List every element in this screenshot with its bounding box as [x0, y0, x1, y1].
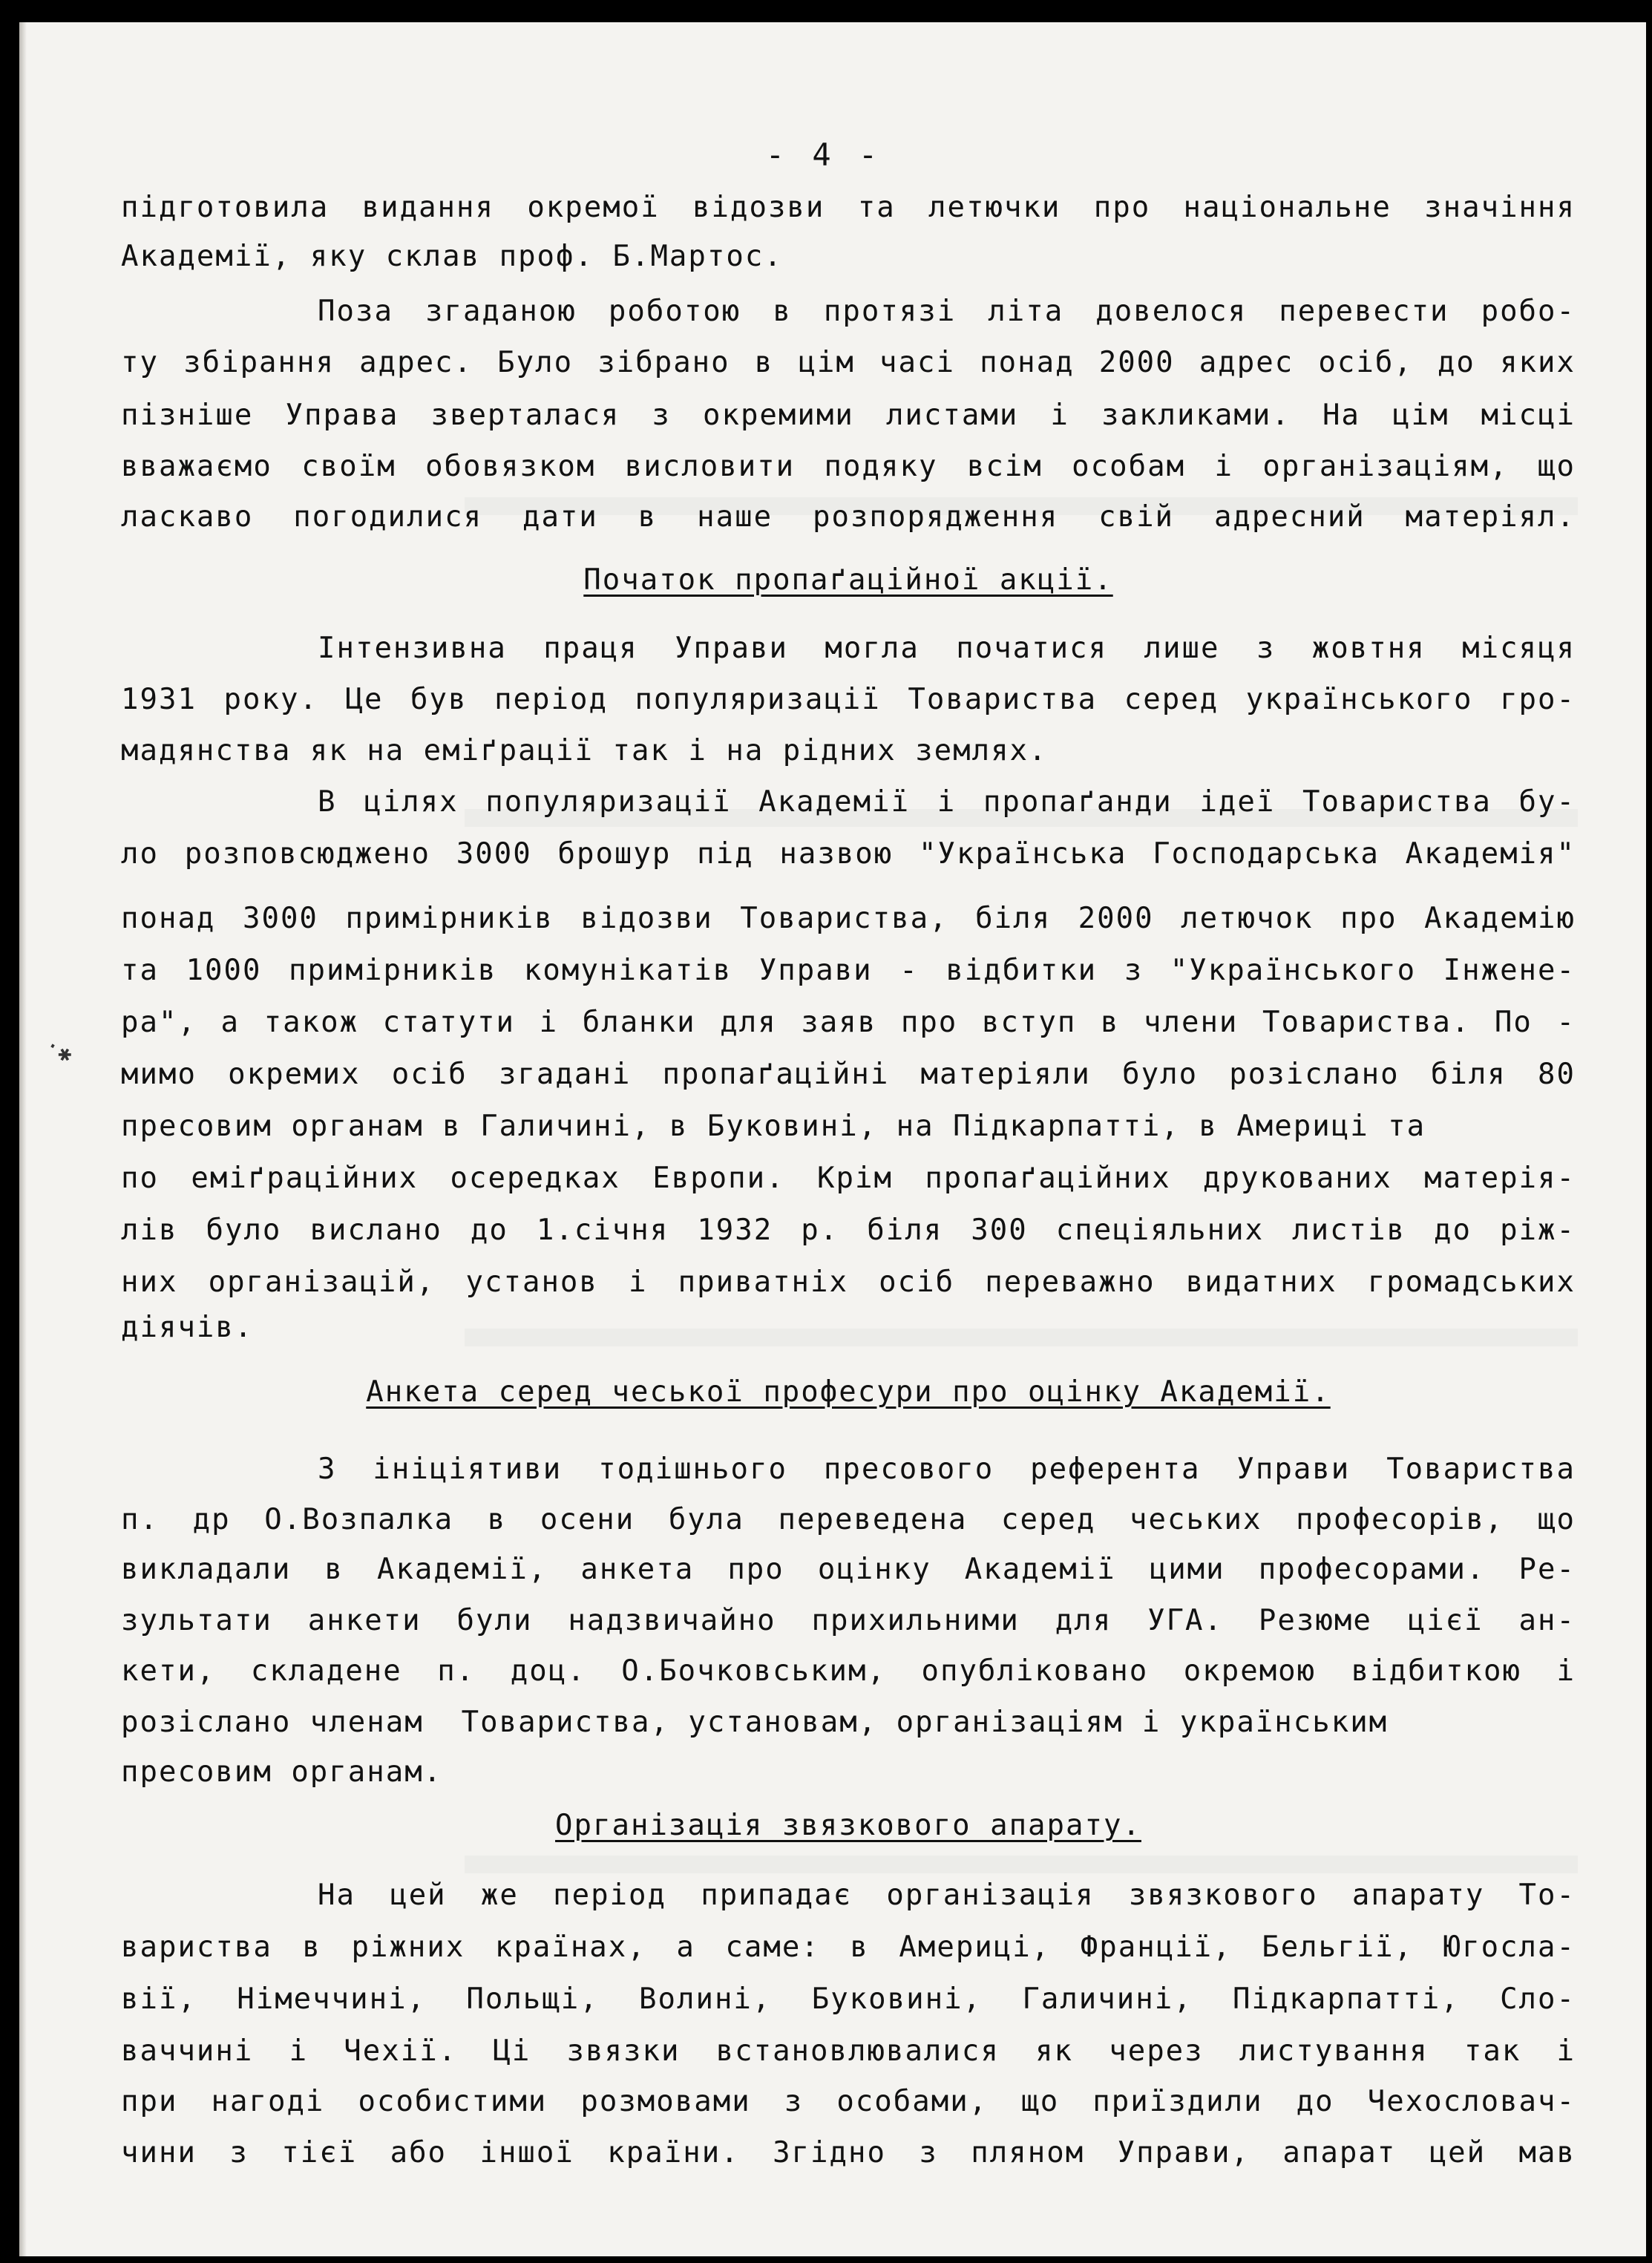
section-heading: Організація звязкового апарату.: [555, 1809, 1141, 1842]
text-line: при нагоді особистими розмовами з особами, що приїздили до Чехословач-: [121, 2085, 1576, 2118]
margin-mark: ·✱: [39, 1032, 79, 1070]
page-number: - 4 -: [765, 137, 882, 173]
text-line: лів було вислано до 1.січня 1932 р. біля 300 спеціяльних листів до ріж-: [121, 1214, 1576, 1247]
text-line: та 1000 примірників комунікатів Управи - відбитки з "Українського Інжене-: [121, 954, 1576, 987]
text-line: чини з тієї або іншої країни. Згідно з пляном Управи, апарат цей мав: [121, 2136, 1576, 2169]
text-line: вариства в ріжних країнах, а саме: в Америці, Франції, Бельгії, Югосла-: [121, 1930, 1576, 1964]
text-line: вії, Німеччині, Польщі, Волині, Буковині, Галичині, Підкарпатті, Сло-: [121, 1982, 1576, 2016]
text-line: Поза згаданою роботою в протязі літа довелося перевести робо-: [318, 295, 1576, 328]
text-line: Інтензивна праця Управи могла початися лише з жовтня місяця: [318, 632, 1576, 665]
text-line: На цей же період припадає організація звязкового апарату То-: [318, 1879, 1576, 1912]
text-line: пресовим органам.: [121, 1755, 443, 1789]
text-line: них організацій, установ і приватніх осіб переважно видатних громадських: [121, 1265, 1576, 1299]
text-line: понад 3000 примірників відозви Товариства, біля 2000 летючок про Академію: [121, 902, 1576, 935]
section-heading: Початок пропаґаційної акції.: [583, 563, 1113, 597]
text-line: по еміґраційних осередках Европи. Крім пропаґаційних друкованих матерія-: [121, 1162, 1576, 1195]
text-line: діячів.: [121, 1311, 254, 1344]
text-line: п. др О.Возпалка в осени була переведена серед чеських професорів, що: [121, 1503, 1576, 1536]
text-line: мадянства як на еміґрації так і на рідних землях.: [121, 734, 1048, 767]
text-line: викладали в Академії, анкета про оцінку Академії цими професорами. Ре-: [121, 1553, 1576, 1586]
text-line: 1931 року. Це був період популяризації Товариства серед українського гро-: [121, 683, 1576, 716]
text-line: пізніше Управа зверталася з окремими листами і закликами. На цім місці: [121, 399, 1576, 432]
text-line: ваччині і Чехії. Ці звязки встановлювалися як через листування так і: [121, 2034, 1576, 2068]
text-line: ту збірання адрес. Було зібрано в цім часі понад 2000 адрес осіб, до яких: [121, 346, 1576, 379]
text-line: кети, складене п. доц. О.Бочковським, опубліковано окремою відбиткою і: [121, 1654, 1576, 1688]
text-line: вважаємо своїм обовязком висловити подяку всім особам і організаціям, що: [121, 450, 1576, 483]
text-line: Академії, яку склав проф. Б.Мартос.: [121, 240, 783, 273]
text-line: зультати анкети були надзвичайно прихильними для УГА. Резюме цієї ан-: [121, 1604, 1576, 1637]
text-line: пресовим органам в Галичині, в Буковині, на Підкарпатті, в Америці та: [121, 1110, 1426, 1143]
text-line: ласкаво погодилися дати в наше розпорядження свій адресний матеріял.: [121, 500, 1576, 534]
text-line: З ініціятиви тодішнього пресового референта Управи Товариства: [318, 1453, 1576, 1486]
text-line: мимо окремих осіб згадані пропаґаційні матеріяли було розіслано біля 80: [121, 1058, 1576, 1091]
text-line: підготовила видання окремої відозви та летючки про національне значіння: [121, 191, 1576, 224]
text-line: ра", а також статути і бланки для заяв про вступ в члени Товариства. По -: [121, 1006, 1576, 1039]
text-line: В цілях популяризації Академії і пропаґанди ідеї Товариства бу-: [318, 785, 1576, 819]
section-heading: Анкета серед чеської професури про оцінку Академії.: [366, 1375, 1331, 1409]
text-line: розіслано членам Товариства, установам, організаціям і українським: [121, 1706, 1389, 1739]
text-line: ло розповсюджено 3000 брошур під назвою "Українська Господарська Академія": [121, 837, 1576, 871]
